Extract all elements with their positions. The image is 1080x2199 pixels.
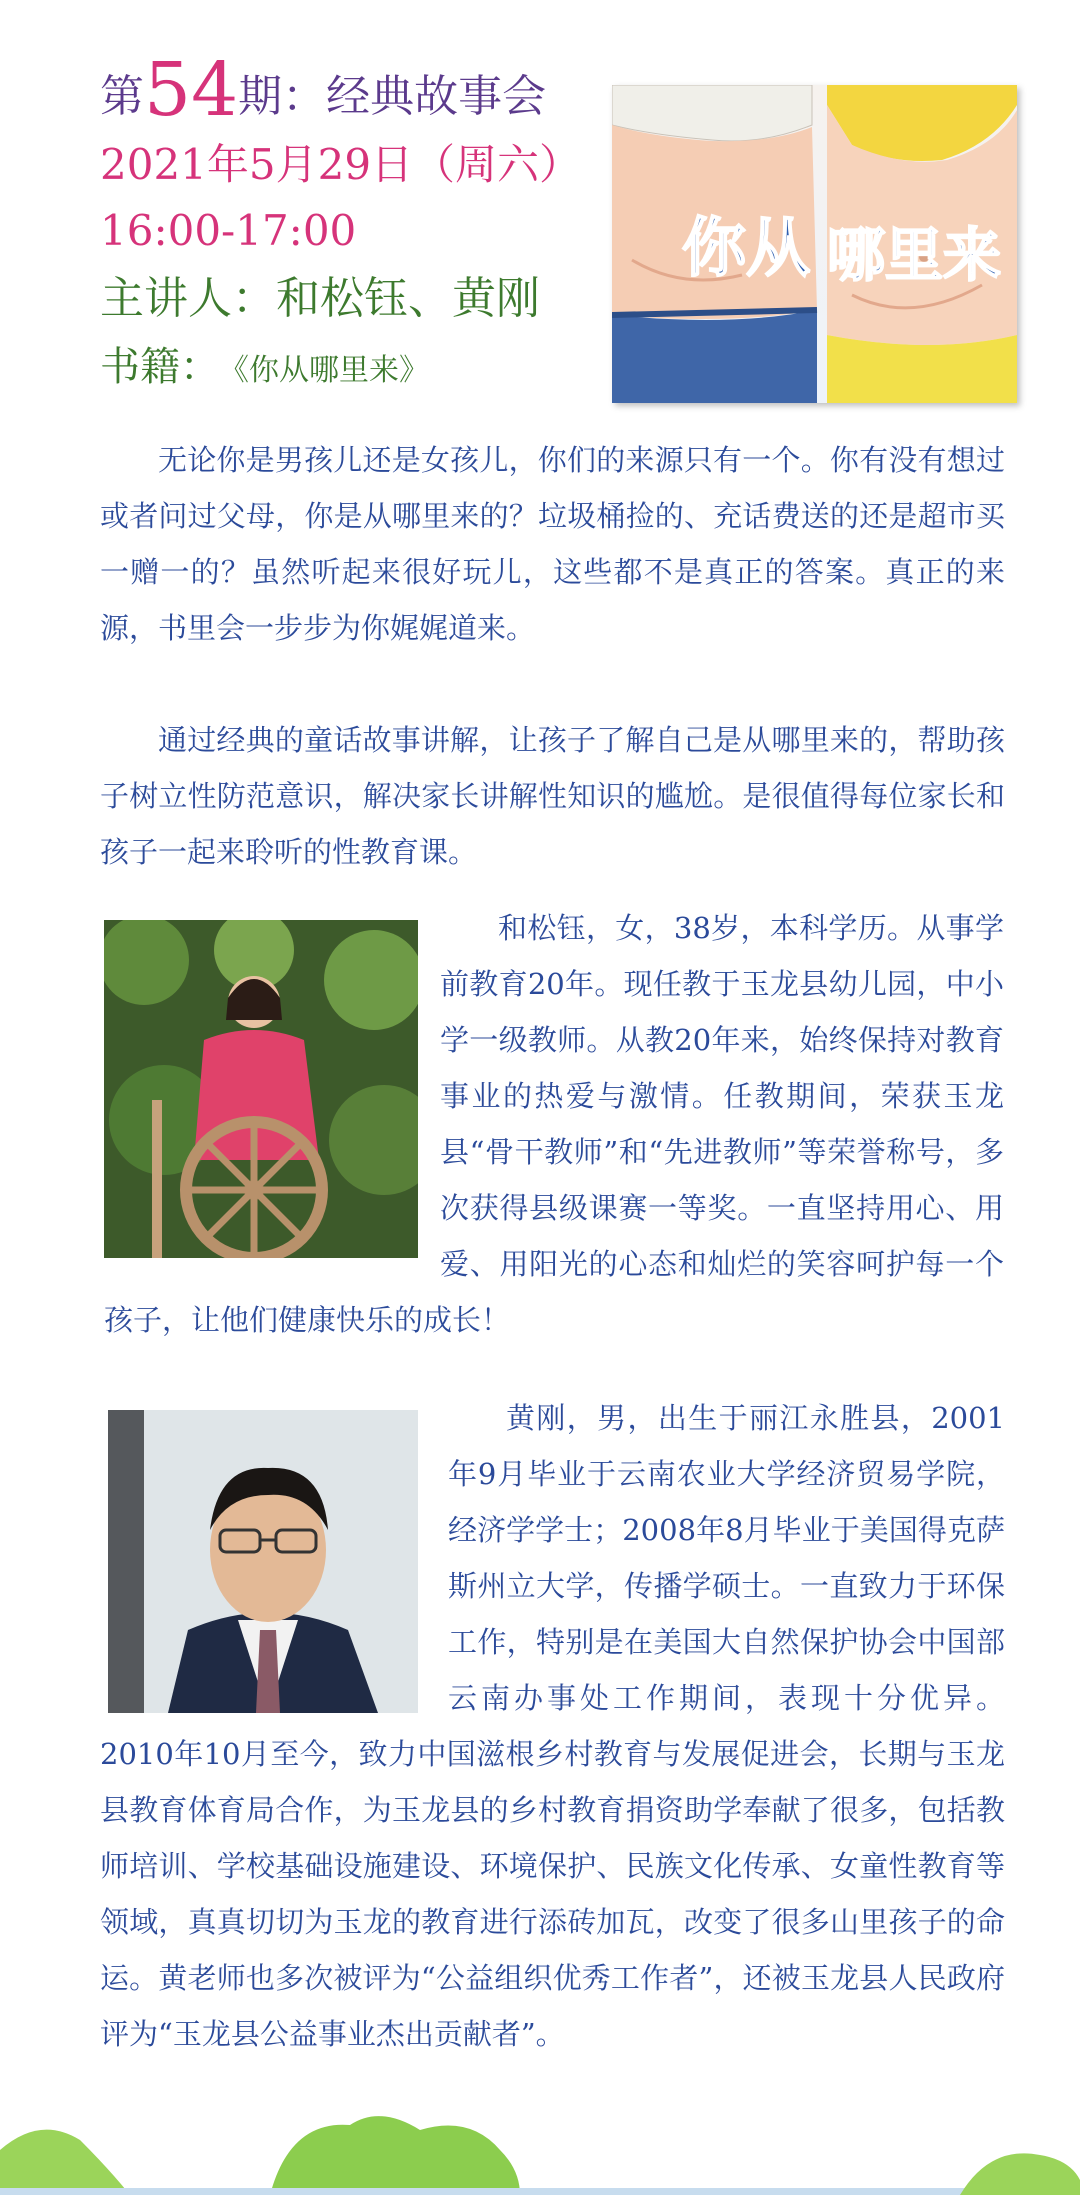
book-label: 书籍：: [100, 344, 220, 390]
intro-paragraph-2: 通过经典的童话故事讲解，让孩子了解自己是从哪里来的，帮助孩子树立性防范意识，解决家长讲解性知识的尴尬。是很值得每位家长和孩子一起来聆听的性教育课。: [100, 723, 1005, 869]
cover-title-right: 哪里来: [827, 221, 1002, 289]
title-prefix: 第: [100, 71, 144, 122]
speaker-bio-text-1: 和松钰，女，38岁，本科学历。从事学前教育20年。现任教于玉龙县幼儿园，中小学一级教师。从教20年来，始终保持对教育事业的热爱与激情。任教期间，荣获玉龙县“骨干教师”和“先进教师”等荣誉称号，多次获得县级课赛一等奖。一直坚持用心、用爱、用阳光的心态和灿烂的笑容呵护每一个孩子，让他们健康快乐的成长！: [104, 911, 1004, 1337]
event-header: [100, 47, 582, 404]
event-date: 2021年5月29日（周六）: [100, 140, 582, 189]
event-time: 16:00-17:00: [100, 206, 357, 255]
decorative-footer: [0, 2110, 1080, 2195]
issue-number: 54: [144, 47, 239, 133]
title-suffix: 期：经典故事会: [238, 71, 547, 122]
intro-paragraph-1: 无论你是男孩儿还是女孩儿，你们的来源只有一个。你有没有想过或者问过父母，你是从哪里来的？垃圾桶捡的、充话费送的还是超市买一赠一的？虽然听起来很好玩儿，这些都不是真正的答案。真正的来源，书里会一步步为你娓娓道来。: [100, 443, 1005, 645]
speaker-bio-2: [100, 1390, 1005, 2062]
book-name: 《你从哪里来》: [234, 353, 429, 388]
event-title: [100, 47, 580, 133]
book-cover-image: [612, 85, 1017, 403]
event-book: [100, 334, 580, 404]
speaker-bio-1: [104, 900, 1004, 1348]
speaker-bio-text-2: 黄刚，男，出生于丽江永胜县，2001年9月毕业于云南农业大学经济贸易学院，经济学学士；2008年8月毕业于美国得克萨斯州立大学，传播学硕士。一直致力于环保工作，特别是在美国大自然保护协会中国部云南办事处工作期间，表现十分优异。2010年10月至今，致力中国滋根乡村教育与发展促进会，长期与玉龙县教育体育局合作，为玉龙县的乡村教育捐资助学奉献了很多，包括教师培训、学校基础设施建设、环境保护、民族文化传承、女童性教育等领域，真真切切为玉龙的教育进行添砖加瓦，改变了很多山里孩子的命运。黄老师也多次被评为“公益组织优秀工作者”，还被玉龙县人民政府评为“玉龙县公益事业杰出贡献者”。: [100, 1401, 1005, 2051]
cover-title-left: 你从: [682, 212, 810, 286]
book-cover-illustration: [612, 85, 1017, 403]
event-host: 主讲人：和松钰、黄刚: [100, 273, 540, 324]
